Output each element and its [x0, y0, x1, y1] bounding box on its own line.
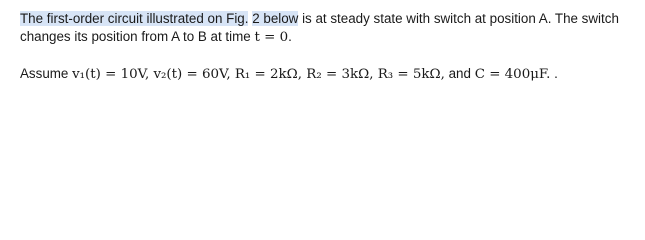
line-2-text: changes its position from A to B at time	[20, 29, 255, 44]
line-2-end: .	[288, 29, 292, 44]
paragraph-line-3	[20, 65, 558, 83]
line-3-and: and	[444, 66, 475, 81]
line-1-text: is at steady state with switch at position A. The switch	[298, 11, 619, 26]
paragraph-line-2	[20, 28, 292, 46]
line-3-prefix: Assume	[20, 66, 73, 81]
line-3-suffix: .	[550, 66, 558, 81]
highlighted-text: The first-order circuit illustrated on Fig.	[20, 11, 249, 26]
highlighted-figure-reference: 2 below	[252, 11, 299, 26]
math-time-equation: t = 0	[254, 30, 289, 45]
math-circuit-values: v₁(t) = 10V, v₂(t) = 60V, R₁ = 2kΩ, R₂ = 3kΩ, R₃ = 5kΩ,	[72, 67, 445, 82]
math-capacitor-value: C = 400μF.	[474, 67, 551, 82]
paragraph-line-1	[20, 10, 619, 27]
